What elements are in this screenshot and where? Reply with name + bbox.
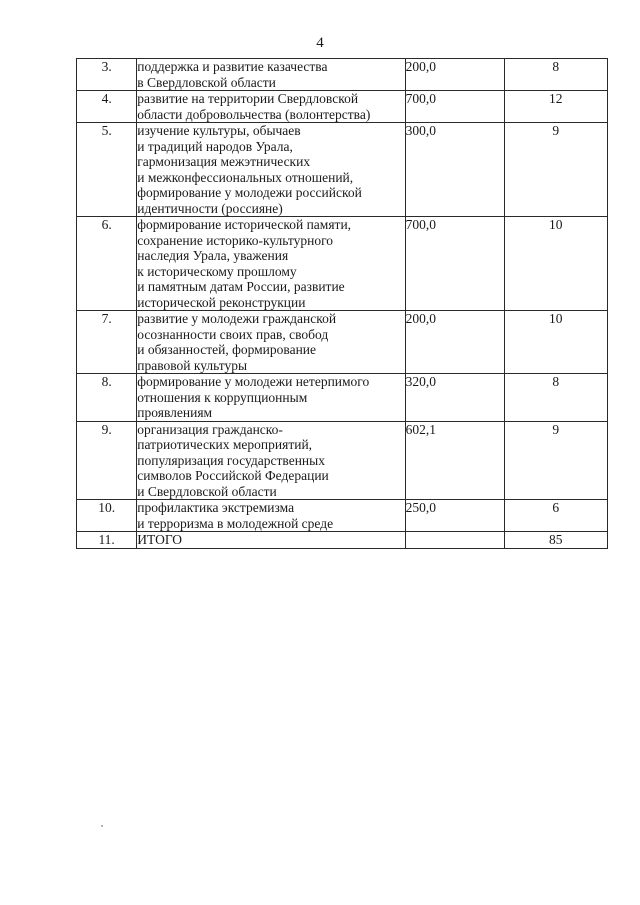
row-number: 10. (77, 500, 137, 532)
amount-cell: 200,0 (405, 59, 504, 91)
direction-text-line: и терроризма в молодежной среде (137, 515, 334, 531)
amount-cell: 320,0 (405, 374, 504, 422)
direction-text-line: патриотических мероприятий, (137, 437, 313, 452)
table-row (77, 91, 608, 123)
direction-text-line: наследия Урала, уважения (137, 248, 289, 263)
scan-speck (101, 825, 103, 827)
amount-cell: 700,0 (405, 217, 504, 311)
direction-text-line: и межконфессиональных отношений, (137, 169, 354, 185)
direction-text-line: символов Российской Федерации (137, 468, 329, 483)
direction-text-line: формирование у молодежи российской (137, 185, 362, 200)
row-number: 8. (77, 374, 137, 422)
direction-cell (137, 374, 405, 422)
direction-text-line: поддержка и развитие казачества (137, 59, 328, 74)
direction-text-line: исторической реконструкции (137, 294, 306, 310)
direction-text-line: организация гражданско- (137, 421, 283, 437)
amount-cell: 250,0 (405, 500, 504, 532)
row-number: 9. (77, 421, 137, 500)
grants-table-body (77, 59, 608, 549)
direction-cell (137, 59, 405, 91)
row-number: 7. (77, 311, 137, 374)
direction-cell (137, 421, 405, 500)
direction-cell (137, 500, 405, 532)
direction-text-line: проявлениям (137, 405, 213, 420)
direction-text-line: развитие на территории Свердловской (137, 91, 359, 106)
row-number: 3. (77, 59, 137, 91)
amount-cell: 602,1 (405, 421, 504, 500)
direction-text-line: к историческому прошлому (137, 263, 297, 279)
table-row (77, 500, 608, 532)
table-row (77, 532, 608, 549)
count-cell: 9 (504, 123, 608, 217)
page-number: 4 (316, 35, 324, 51)
direction-text-line: изучение культуры, обычаев (137, 123, 301, 138)
row-number: 6. (77, 217, 137, 311)
direction-text-line: осознанности своих прав, свобод (137, 326, 329, 342)
direction-text-line: области добровольчества (волонтерства) (137, 106, 371, 122)
direction-text-line: правовой культуры (137, 357, 248, 373)
direction-cell (137, 217, 405, 311)
direction-text-line: и традиций народов Урала, (137, 138, 293, 154)
row-number: 4. (77, 91, 137, 123)
direction-text-line: и памятным датам России, развитие (137, 279, 345, 294)
count-cell: 9 (504, 421, 608, 500)
row-number: 5. (77, 123, 137, 217)
table-row (77, 421, 608, 500)
amount-cell (405, 532, 504, 549)
count-cell: 8 (504, 59, 608, 91)
direction-text-line: и обязанностей, формирование (137, 342, 317, 357)
direction-text-line: гармонизация межэтнических (137, 154, 311, 169)
table-row (77, 123, 608, 217)
direction-text-line: ИТОГО (137, 532, 183, 547)
count-cell: 10 (504, 217, 608, 311)
direction-text-line: в Свердловской области (137, 74, 276, 90)
direction-text-line: сохранение историко-культурного (137, 232, 334, 248)
direction-cell (137, 532, 405, 549)
grants-table (76, 58, 608, 549)
direction-cell (137, 311, 405, 374)
direction-text-line: развитие у молодежи гражданской (137, 311, 337, 326)
count-cell: 85 (504, 532, 608, 549)
table-row (77, 374, 608, 422)
direction-text-line: идентичности (россияне) (137, 200, 283, 216)
table-row (77, 59, 608, 91)
direction-text-line: популяризация государственных (137, 452, 325, 468)
direction-cell (137, 123, 405, 217)
count-cell: 8 (504, 374, 608, 422)
count-cell: 10 (504, 311, 608, 374)
direction-text-line: формирование у молодежи нетерпимого (137, 374, 370, 389)
count-cell: 12 (504, 91, 608, 123)
direction-text-line: отношения к коррупционным (137, 389, 308, 405)
table-row (77, 311, 608, 374)
amount-cell: 300,0 (405, 123, 504, 217)
amount-cell: 700,0 (405, 91, 504, 123)
amount-cell: 200,0 (405, 311, 504, 374)
direction-text-line: профилактика экстремизма (137, 500, 295, 515)
count-cell: 6 (504, 500, 608, 532)
table-row (77, 217, 608, 311)
direction-text-line: формирование исторической памяти, (137, 217, 352, 232)
direction-text-line: и Свердловской области (137, 483, 277, 499)
direction-cell (137, 91, 405, 123)
row-number: 11. (77, 532, 137, 549)
